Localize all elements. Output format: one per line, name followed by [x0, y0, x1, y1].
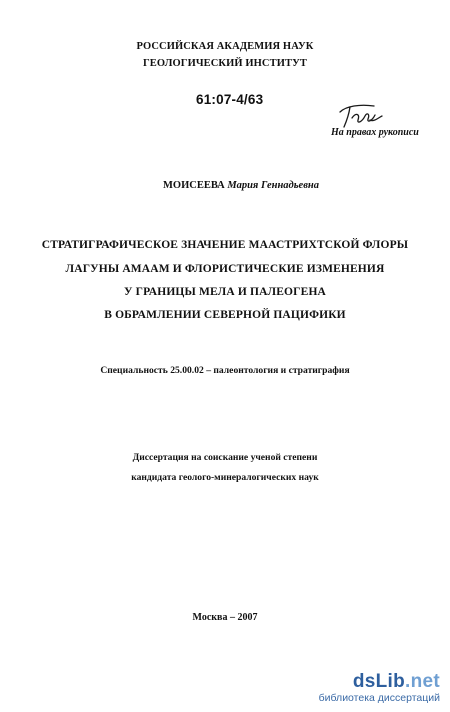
- rights-note: На правах рукописи: [331, 127, 419, 138]
- signature-icon: [334, 100, 386, 130]
- catalog-code: 61:07-4/63: [196, 92, 264, 107]
- title-line-4: В ОБРАМЛЕНИИ СЕВЕРНОЙ ПАЦИФИКИ: [104, 309, 346, 321]
- author-surname: МОИСЕЕВА: [163, 180, 225, 191]
- degree-line-1: Диссертация на соискание ученой степени: [132, 452, 318, 463]
- academy-name: РОССИЙСКАЯ АКАДЕМИЯ НАУК: [136, 41, 314, 52]
- specialty-line: Специальность 25.00.02 – палеонтология и стратиграфия: [100, 365, 350, 376]
- author-given-names: Мария Геннадьевна: [227, 180, 319, 191]
- watermark-subtitle: библиотека диссертаций: [318, 692, 440, 704]
- place-year: Москва – 2007: [192, 612, 258, 623]
- degree-line-2: кандидата геолого-минералогических наук: [131, 472, 319, 483]
- title-line-3: У ГРАНИЦЫ МЕЛА И ПАЛЕОГЕНА: [123, 286, 326, 298]
- site-watermark: [319, 672, 440, 704]
- watermark-logo: dsLib.net: [352, 671, 440, 692]
- author-line: [163, 180, 319, 191]
- title-line-2: ЛАГУНЫ АМААМ И ФЛОРИСТИЧЕСКИЕ ИЗМЕНЕНИЯ: [65, 263, 385, 275]
- title-line-1: СТРАТИГРАФИЧЕСКОЕ ЗНАЧЕНИЕ МААСТРИХТСКОЙ ФЛОРЫ: [41, 239, 409, 251]
- institute-name: ГЕОЛОГИЧЕСКИЙ ИНСТИТУТ: [142, 58, 308, 69]
